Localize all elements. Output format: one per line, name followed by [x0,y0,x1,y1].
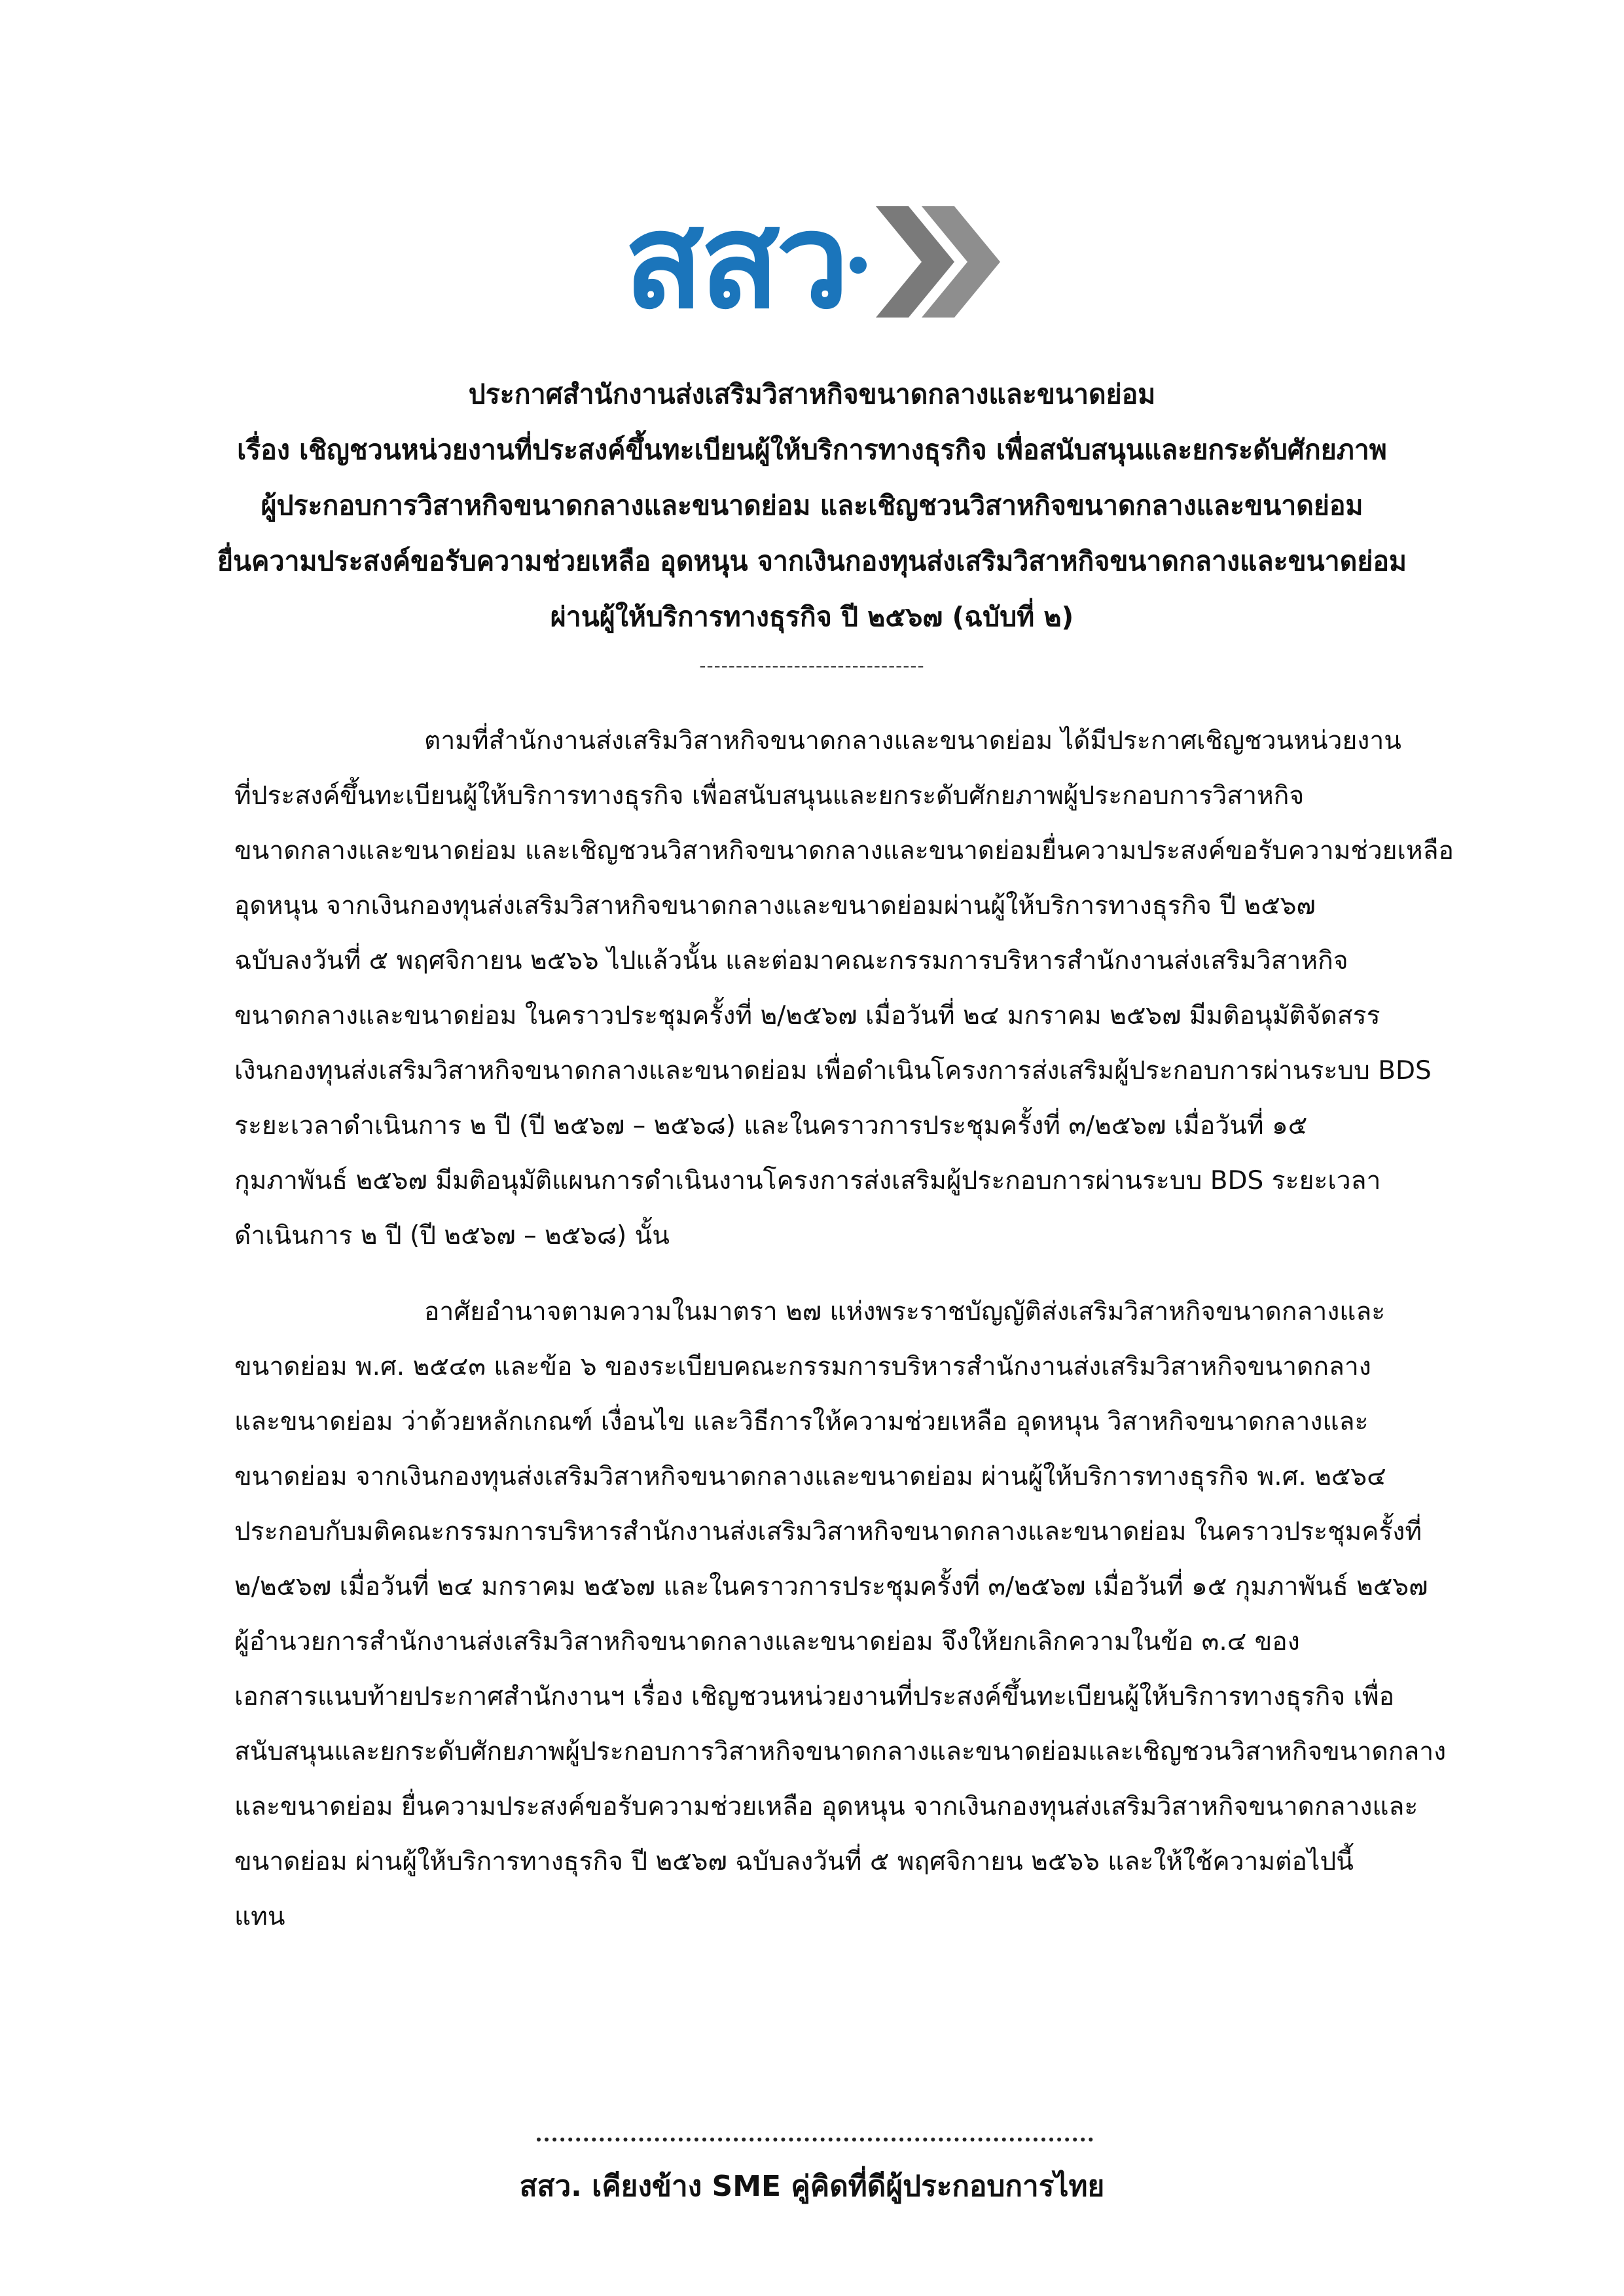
title-line: ประกาศสำนักงานส่งเสริมวิสาหกิจขนาดกลางและขนาดย่อม [468,378,1156,410]
logo-wordmark: สสว [624,185,846,338]
paragraph-line: ดำเนินการ ๒ ปี (ปี ๒๕๖๗ – ๒๕๖๘) นั้น [234,1221,670,1250]
paragraph-line: อาศัยอำนาจตามความในมาตรา ๒๗ แห่งพระราชบัญญัติส่งเสริมวิสาหกิจขนาดกลางและ [424,1297,1386,1326]
title-line: เรื่อง เชิญชวนหน่วยงานที่ประสงค์ขึ้นทะเบียนผู้ให้บริการทางธุรกิจ เพื่อสนับสนุนและยกระดับศักยภาพ [237,434,1387,465]
chevron-arrows-icon [876,206,1000,318]
document-body [234,714,1468,1944]
paragraph-line: ฉบับลงวันที่ ๕ พฤศจิกายน ๒๕๖๖ ไปแล้วนั้น และต่อมาคณะกรรมการบริหารสำนักงานส่งเสริมวิสาหกิจ [234,946,1348,975]
paragraph-line: ขนาดกลางและขนาดย่อม และเชิญชวนวิสาหกิจขนาดกลางและขนาดย่อมยื่นความประสงค์ขอรับความช่วยเหลือ [234,836,1454,866]
paragraph-line: ๒/๒๕๖๗ เมื่อวันที่ ๒๔ มกราคม ๒๕๖๗ และในคราวการประชุมครั้งที่ ๓/๒๕๖๗ เมื่อวันที่ ๑๕ กุมภาพันธ์ ๒๕๖๗ [234,1572,1428,1601]
paragraph-line: ประกอบกับมติคณะกรรมการบริหารสำนักงานส่งเสริมวิสาหกิจขนาดกลางและขนาดย่อม ในคราวประชุมครั้งที่ [234,1517,1422,1546]
announcement-title [131,367,1493,645]
paragraph-line: ระยะเวลาดำเนินการ ๒ ปี (ปี ๒๕๖๗ – ๒๕๖๘) และในคราวการประชุมครั้งที่ ๓/๒๕๖๗ เมื่อวันที่ ๑๕ [234,1111,1308,1140]
paragraph-line: สนับสนุนและยกระดับศักยภาพผู้ประกอบการวิสาหกิจขนาดกลางและขนาดย่อมและเชิญชวนวิสาหกิจขนาดกลาง [234,1737,1447,1766]
logo-dot [850,257,867,274]
paragraph-line: ตามที่สำนักงานส่งเสริมวิสาหกิจขนาดกลางและขนาดย่อม ได้มีประกาศเชิญชวนหน่วยงาน [424,726,1401,756]
paragraph-line: ขนาดย่อม ผ่านผู้ให้บริการทางธุรกิจ ปี ๒๕๖๗ ฉบับลงวันที่ ๕ พฤศจิกายน ๒๕๖๖ และให้ใช้ความต่อไปนี้ [234,1847,1354,1876]
paragraph-line: และขนาดย่อม ยื่นความประสงค์ขอรับความช่วยเหลือ อุดหนุน จากเงินกองทุนส่งเสริมวิสาหกิจขนาดกลางและ [234,1792,1418,1821]
paragraph-line: อุดหนุน จากเงินกองทุนส่งเสริมวิสาหกิจขนาดกลางและขนาดย่อมผ่านผู้ให้บริการทางธุรกิจ ปี ๒๕๖๗ [234,891,1316,920]
title-line: ยื่นความประสงค์ขอรับความช่วยเหลือ อุดหนุน จากเงินกองทุนส่งเสริมวิสาหกิจขนาดกลางและขนาดย่อม [217,545,1407,577]
footer-slogan: สสว. เคียงข้าง SME คู่คิดที่ดีผู้ประกอบการไทย [519,2170,1105,2203]
paragraph-line: และขนาดย่อม ว่าด้วยหลักเกณฑ์ เงื่อนไข และวิธีการให้ความช่วยเหลือ อุดหนุน วิสาหกิจขนาดกลางและ [234,1407,1369,1436]
logo-lockup [624,185,1000,338]
logo [0,185,1624,338]
paragraph-2 [234,1285,1468,1944]
paragraph-line: กุมภาพันธ์ ๒๕๖๗ มีมติอนุมัติแผนการดำเนินงานโครงการส่งเสริมผู้ประกอบการผ่านระบบ BDS ระยะเวลา [234,1166,1381,1195]
logo-mark [850,206,1000,318]
title-line: ผ่านผู้ให้บริการทางธุรกิจ ปี ๒๕๖๗ (ฉบับที่ ๒) [550,601,1074,632]
footer-dotted-rule [537,2138,1093,2141]
paragraph-line: ขนาดย่อม พ.ศ. ๒๕๔๓ และข้อ ๖ ของระเบียบคณะกรรมการบริหารสำนักงานส่งเสริมวิสาหกิจขนาดกลาง [234,1352,1371,1381]
paragraph-line: ที่ประสงค์ขึ้นทะเบียนผู้ให้บริการทางธุรกิจ เพื่อสนับสนุนและยกระดับศักยภาพผู้ประกอบการวิสาหกิจ [234,781,1305,811]
paragraph-line: ขนาดกลางและขนาดย่อม ในคราวประชุมครั้งที่ ๒/๒๕๖๗ เมื่อวันที่ ๒๔ มกราคม ๒๕๖๗ มีมติอนุมัติจัดสรร [234,1001,1380,1030]
paragraph-line: เงินกองทุนส่งเสริมวิสาหกิจขนาดกลางและขนาดย่อม เพื่อดำเนินโครงการส่งเสริมผู้ประกอบการผ่านระบบ BDS [234,1056,1432,1085]
paragraph-line: ผู้อำนวยการสำนักงานส่งเสริมวิสาหกิจขนาดกลางและขนาดย่อม จึงให้ยกเลิกความในข้อ ๓.๔ ของ [234,1627,1300,1656]
paragraph-line: ขนาดย่อม จากเงินกองทุนส่งเสริมวิสาหกิจขนาดกลางและขนาดย่อม ผ่านผู้ให้บริการทางธุรกิจ พ.ศ. ๒๕๖๔ [234,1462,1386,1491]
paragraph-line: แทน [234,1902,285,1931]
title-line: ผู้ประกอบการวิสาหกิจขนาดกลางและขนาดย่อม และเชิญชวนวิสาหกิจขนาดกลางและขนาดย่อม [261,490,1363,521]
paragraph-line: เอกสารแนบท้ายประกาศสำนักงานฯ เรื่อง เชิญชวนหน่วยงานที่ประสงค์ขึ้นทะเบียนผู้ให้บริการทางธุรกิจ เพื่อ [234,1682,1395,1711]
title-divider: ------------------------------- [699,655,925,676]
paragraph-1 [234,714,1468,1264]
